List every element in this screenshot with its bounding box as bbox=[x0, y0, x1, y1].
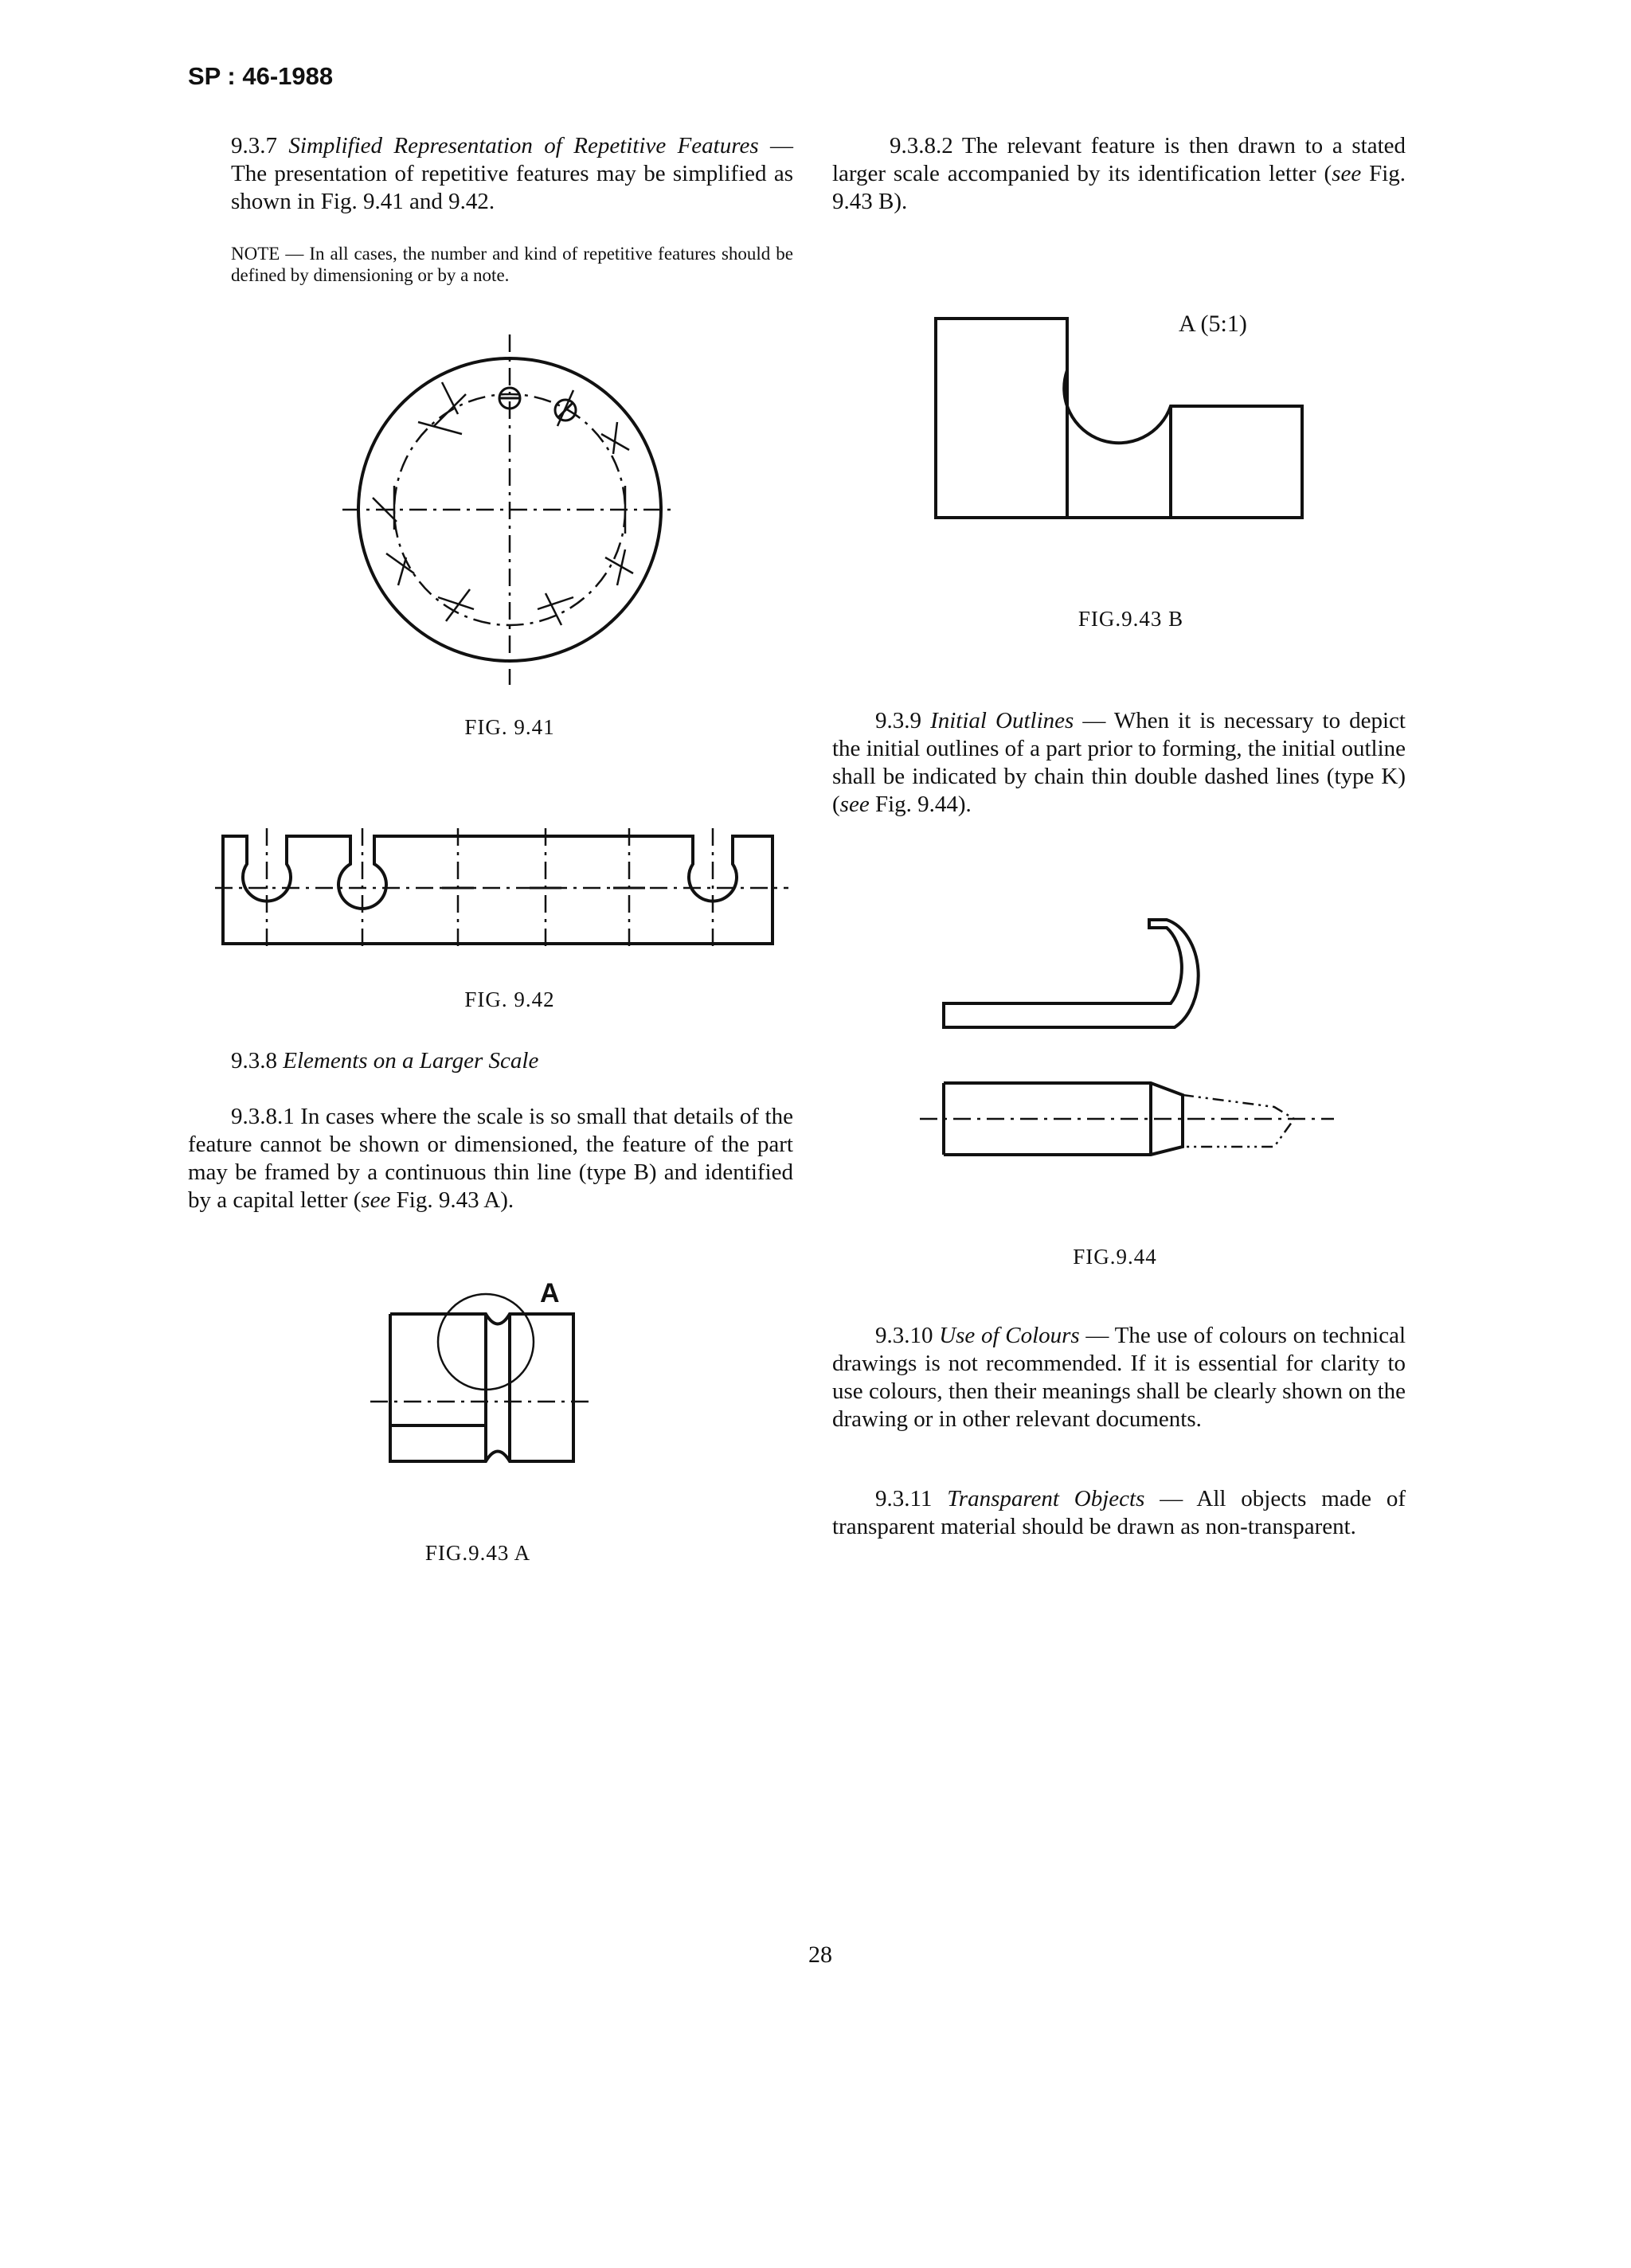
section-title: Elements on a Larger Scale bbox=[283, 1048, 539, 1073]
figure-9-44 bbox=[920, 904, 1334, 1206]
figure-reference: Fig. 9.43 B). bbox=[832, 161, 1406, 214]
detail-scale-label: A (5:1) bbox=[1179, 311, 1247, 337]
note-text: — In all cases, the number and kind of repetitive features should be defined by dimensioning or by a note. bbox=[231, 244, 793, 285]
caption-fig-9-41: FIG. 9.41 bbox=[464, 715, 555, 739]
detail-label-a: A bbox=[540, 1278, 560, 1308]
figure-9-43-b bbox=[928, 311, 1310, 534]
note bbox=[231, 243, 793, 286]
section-9-3-7 bbox=[231, 132, 793, 216]
note-label: NOTE bbox=[231, 244, 280, 264]
section-number: 9.3.7 bbox=[231, 133, 277, 158]
section-9-3-8-2 bbox=[832, 132, 1406, 216]
figure-9-42 bbox=[215, 820, 788, 956]
section-9-3-8 bbox=[231, 1047, 793, 1075]
section-number: 9.3.8.1 bbox=[231, 1104, 295, 1129]
page-number: 28 bbox=[808, 1941, 832, 1968]
section-text: In cases where the scale is so small that details of the feature cannot be shown or dimensioned, the feature of the part may be framed by a continuous thin line (type B) and identified by a capital letter ( bbox=[188, 1104, 793, 1213]
section-9-3-10 bbox=[832, 1322, 1406, 1433]
section-number: 9.3.8 bbox=[231, 1048, 277, 1073]
see-word: see bbox=[1332, 161, 1362, 186]
section-number: 9.3.11 bbox=[875, 1486, 933, 1511]
section-number: 9.3.9 bbox=[875, 708, 921, 733]
section-number: 9.3.10 bbox=[875, 1323, 933, 1348]
section-text: The relevant feature is then drawn to a stated larger scale accompanied by its identification letter ( bbox=[832, 133, 1406, 186]
document-id: SP : 46-1988 bbox=[188, 62, 334, 90]
figure-9-41 bbox=[342, 334, 677, 685]
section-9-3-8-1 bbox=[188, 1103, 793, 1214]
section-title: Use of Colours bbox=[939, 1323, 1080, 1348]
section-text: — All objects made of transparent material should be drawn as non-transparent. bbox=[832, 1486, 1406, 1539]
section-number: 9.3.8.2 bbox=[890, 133, 953, 158]
section-title: Transparent Objects bbox=[947, 1486, 1145, 1511]
section-text: — The use of colours on technical drawings is not recommended. If it is essential for clarity to use colours, then their meanings shall be clearly shown on the drawing or in other relevant documents. bbox=[832, 1323, 1406, 1432]
figure-9-43-a bbox=[362, 1278, 601, 1501]
caption-fig-9-43-a: FIG.9.43 A bbox=[424, 1541, 531, 1565]
caption-fig-9-42: FIG. 9.42 bbox=[464, 987, 555, 1011]
figure-reference: Fig. 9.43 A). bbox=[390, 1187, 514, 1213]
see-word: see bbox=[839, 792, 870, 817]
figure-reference: Fig. 9.44). bbox=[869, 792, 972, 817]
section-title: Initial Outlines bbox=[930, 708, 1074, 733]
caption-fig-9-44: FIG.9.44 bbox=[1073, 1245, 1157, 1269]
caption-fig-9-43-b: FIG.9.43 B bbox=[1078, 607, 1184, 631]
section-title: Simplified Representation of Repetitive Features bbox=[288, 133, 759, 158]
section-text: — When it is necessary to depict the initial outlines of a part prior to forming, the initial outline shall be indicated by chain thin double dashed lines (type K) ( bbox=[832, 708, 1406, 817]
section-9-3-9 bbox=[832, 707, 1406, 819]
section-9-3-11 bbox=[832, 1485, 1406, 1541]
see-word: see bbox=[361, 1187, 391, 1213]
section-text: — The presentation of repetitive features may be simplified as shown in Fig. 9.41 and 9.42. bbox=[231, 133, 794, 214]
